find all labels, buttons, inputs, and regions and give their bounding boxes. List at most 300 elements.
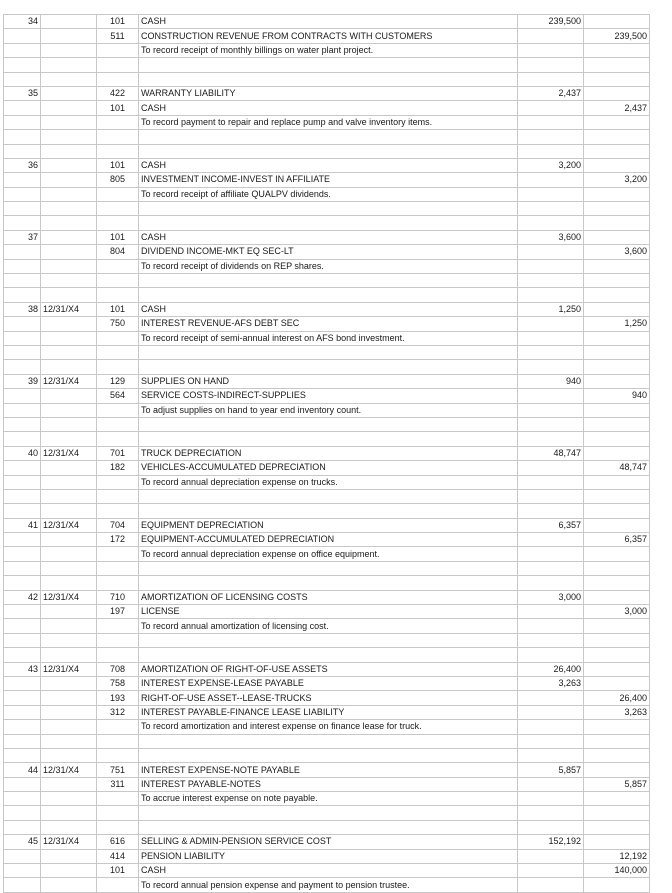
- entry-number: [4, 849, 41, 863]
- debit-amount: [518, 691, 584, 705]
- blank-cell: [41, 648, 97, 662]
- account-number: 182: [97, 461, 139, 475]
- blank-cell: [4, 648, 41, 662]
- blank-cell: [4, 547, 41, 561]
- debit-amount: [518, 101, 584, 115]
- entry-number: [4, 691, 41, 705]
- debit-amount: 1,250: [518, 302, 584, 316]
- entry-number: [4, 676, 41, 690]
- account-number: 311: [97, 777, 139, 791]
- blank-cell: [4, 187, 41, 201]
- blank-cell: [4, 561, 41, 575]
- entry-date: [41, 705, 97, 719]
- blank-cell: [4, 130, 41, 144]
- journal-line-row: [4, 101, 650, 115]
- blank-cell: [584, 633, 650, 647]
- account-description: AMORTIZATION OF RIGHT-OF-USE ASSETS: [139, 662, 518, 676]
- blank-cell: [518, 144, 584, 158]
- blank-cell: [97, 792, 139, 806]
- blank-cell: [41, 561, 97, 575]
- journal-line-row: [4, 849, 650, 863]
- credit-amount: [584, 676, 650, 690]
- spacer-row: [4, 274, 650, 288]
- account-number: 422: [97, 86, 139, 100]
- blank-cell: [139, 576, 518, 590]
- entry-memo: To record annual depreciation expense on office equipment.: [139, 547, 518, 561]
- blank-cell: [4, 792, 41, 806]
- blank-cell: [139, 72, 518, 86]
- account-description: CASH: [139, 302, 518, 316]
- entry-memo: To adjust supplies on hand to year end inventory count.: [139, 403, 518, 417]
- account-description: INTEREST EXPENSE-LEASE PAYABLE: [139, 676, 518, 690]
- entry-date: [41, 86, 97, 100]
- blank-cell: [139, 748, 518, 762]
- blank-cell: [41, 187, 97, 201]
- account-number: 616: [97, 835, 139, 849]
- credit-amount: 48,747: [584, 461, 650, 475]
- journal-line-row: [4, 691, 650, 705]
- blank-cell: [584, 748, 650, 762]
- credit-amount: [584, 374, 650, 388]
- entry-date: [41, 676, 97, 690]
- blank-cell: [97, 734, 139, 748]
- blank-cell: [97, 806, 139, 820]
- blank-cell: [139, 58, 518, 72]
- blank-cell: [139, 806, 518, 820]
- credit-amount: [584, 302, 650, 316]
- account-description: AMORTIZATION OF LICENSING COSTS: [139, 590, 518, 604]
- blank-cell: [584, 72, 650, 86]
- blank-cell: [4, 345, 41, 359]
- blank-cell: [4, 475, 41, 489]
- blank-cell: [41, 331, 97, 345]
- account-number: 197: [97, 605, 139, 619]
- credit-amount: 3,200: [584, 173, 650, 187]
- journal-memo-row: [4, 331, 650, 345]
- blank-cell: [518, 792, 584, 806]
- blank-cell: [518, 43, 584, 57]
- debit-amount: 6,357: [518, 518, 584, 532]
- blank-cell: [97, 633, 139, 647]
- blank-cell: [4, 806, 41, 820]
- debit-amount: 3,200: [518, 158, 584, 172]
- account-number: 758: [97, 676, 139, 690]
- blank-cell: [518, 115, 584, 129]
- debit-amount: 3,000: [518, 590, 584, 604]
- blank-cell: [584, 144, 650, 158]
- blank-cell: [97, 144, 139, 158]
- entry-memo: To record receipt of monthly billings on water plant project.: [139, 43, 518, 57]
- journal-line-row: [4, 158, 650, 172]
- journal-line-row: [4, 835, 650, 849]
- entry-memo: To record payment to repair and replace pump and valve inventory items.: [139, 115, 518, 129]
- blank-cell: [41, 820, 97, 834]
- blank-cell: [97, 58, 139, 72]
- spacer-row: [4, 417, 650, 431]
- credit-amount: 3,000: [584, 605, 650, 619]
- blank-cell: [518, 475, 584, 489]
- blank-cell: [518, 806, 584, 820]
- credit-amount: [584, 230, 650, 244]
- spacer-row: [4, 561, 650, 575]
- blank-cell: [518, 633, 584, 647]
- entry-memo: To record receipt of dividends on REP shares.: [139, 259, 518, 273]
- blank-cell: [4, 360, 41, 374]
- entry-number: 44: [4, 763, 41, 777]
- blank-cell: [41, 720, 97, 734]
- spacer-row: [4, 144, 650, 158]
- blank-cell: [41, 115, 97, 129]
- entry-date: 12/31/X4: [41, 835, 97, 849]
- blank-cell: [41, 288, 97, 302]
- entry-date: [41, 849, 97, 863]
- account-description: PENSION LIABILITY: [139, 849, 518, 863]
- blank-cell: [584, 619, 650, 633]
- account-number: 708: [97, 662, 139, 676]
- entry-date: 12/31/X4: [41, 662, 97, 676]
- journal-line-row: [4, 605, 650, 619]
- entry-number: 37: [4, 230, 41, 244]
- entry-number: 42: [4, 590, 41, 604]
- account-number: 511: [97, 29, 139, 43]
- blank-cell: [97, 331, 139, 345]
- credit-amount: 5,857: [584, 777, 650, 791]
- entry-date: [41, 245, 97, 259]
- entry-number: 35: [4, 86, 41, 100]
- entry-number: [4, 29, 41, 43]
- account-number: 193: [97, 691, 139, 705]
- blank-cell: [41, 274, 97, 288]
- blank-cell: [41, 748, 97, 762]
- entry-memo: To record receipt of affiliate QUALPV dividends.: [139, 187, 518, 201]
- blank-cell: [584, 130, 650, 144]
- spacer-row: [4, 58, 650, 72]
- account-description: RIGHT-OF-USE ASSET--LEASE-TRUCKS: [139, 691, 518, 705]
- blank-cell: [97, 489, 139, 503]
- journal-memo-row: [4, 792, 650, 806]
- spacer-row: [4, 288, 650, 302]
- blank-cell: [41, 792, 97, 806]
- blank-cell: [97, 432, 139, 446]
- blank-cell: [41, 475, 97, 489]
- credit-amount: [584, 446, 650, 460]
- blank-cell: [97, 820, 139, 834]
- blank-cell: [139, 288, 518, 302]
- credit-amount: 1,250: [584, 317, 650, 331]
- blank-cell: [97, 288, 139, 302]
- journal-memo-row: [4, 115, 650, 129]
- account-description: VEHICLES-ACCUMULATED DEPRECIATION: [139, 461, 518, 475]
- blank-cell: [518, 187, 584, 201]
- blank-cell: [41, 130, 97, 144]
- blank-cell: [584, 547, 650, 561]
- spacer-row: [4, 806, 650, 820]
- blank-cell: [4, 878, 41, 892]
- journal-memo-row: [4, 259, 650, 273]
- credit-amount: 940: [584, 389, 650, 403]
- debit-amount: [518, 461, 584, 475]
- blank-cell: [139, 648, 518, 662]
- debit-amount: 26,400: [518, 662, 584, 676]
- blank-cell: [41, 58, 97, 72]
- account-description: EQUIPMENT DEPRECIATION: [139, 518, 518, 532]
- blank-cell: [518, 360, 584, 374]
- debit-amount: [518, 245, 584, 259]
- account-number: 805: [97, 173, 139, 187]
- account-description: SELLING & ADMIN-PENSION SERVICE COST: [139, 835, 518, 849]
- spacer-row: [4, 576, 650, 590]
- blank-cell: [41, 878, 97, 892]
- blank-cell: [518, 576, 584, 590]
- blank-cell: [97, 619, 139, 633]
- blank-cell: [584, 331, 650, 345]
- blank-cell: [4, 43, 41, 57]
- blank-cell: [584, 561, 650, 575]
- blank-cell: [4, 619, 41, 633]
- blank-cell: [139, 202, 518, 216]
- journal-line-row: [4, 518, 650, 532]
- entry-date: [41, 533, 97, 547]
- credit-amount: [584, 86, 650, 100]
- entry-number: [4, 389, 41, 403]
- blank-cell: [97, 187, 139, 201]
- account-number: 414: [97, 849, 139, 863]
- spacer-row: [4, 489, 650, 503]
- blank-cell: [139, 561, 518, 575]
- entry-date: 12/31/X4: [41, 590, 97, 604]
- account-description: INVESTMENT INCOME-INVEST IN AFFILIATE: [139, 173, 518, 187]
- blank-cell: [584, 878, 650, 892]
- account-description: INTEREST REVENUE-AFS DEBT SEC: [139, 317, 518, 331]
- credit-amount: 140,000: [584, 864, 650, 878]
- blank-cell: [41, 360, 97, 374]
- account-description: INTEREST EXPENSE-NOTE PAYABLE: [139, 763, 518, 777]
- blank-cell: [4, 274, 41, 288]
- credit-amount: 3,600: [584, 245, 650, 259]
- account-number: 101: [97, 15, 139, 29]
- blank-cell: [584, 403, 650, 417]
- journal-line-row: [4, 230, 650, 244]
- blank-cell: [41, 806, 97, 820]
- account-description: LICENSE: [139, 605, 518, 619]
- blank-cell: [518, 259, 584, 273]
- blank-cell: [139, 130, 518, 144]
- blank-cell: [41, 216, 97, 230]
- blank-cell: [518, 274, 584, 288]
- credit-amount: [584, 662, 650, 676]
- entry-date: 12/31/X4: [41, 518, 97, 532]
- account-number: 172: [97, 533, 139, 547]
- blank-cell: [4, 202, 41, 216]
- blank-cell: [97, 403, 139, 417]
- account-description: CASH: [139, 864, 518, 878]
- spacer-row: [4, 216, 650, 230]
- blank-cell: [97, 72, 139, 86]
- journal-memo-row: [4, 187, 650, 201]
- entry-date: [41, 230, 97, 244]
- entry-date: [41, 173, 97, 187]
- blank-cell: [584, 820, 650, 834]
- blank-cell: [97, 878, 139, 892]
- entry-date: 12/31/X4: [41, 446, 97, 460]
- blank-cell: [584, 648, 650, 662]
- blank-cell: [584, 345, 650, 359]
- credit-amount: [584, 763, 650, 777]
- blank-cell: [97, 748, 139, 762]
- journal-line-row: [4, 777, 650, 791]
- blank-cell: [41, 432, 97, 446]
- debit-amount: 239,500: [518, 15, 584, 29]
- entry-number: 36: [4, 158, 41, 172]
- entry-memo: To accrue interest expense on note payable.: [139, 792, 518, 806]
- entry-date: [41, 864, 97, 878]
- account-number: 564: [97, 389, 139, 403]
- account-number: 804: [97, 245, 139, 259]
- journal-line-row: [4, 676, 650, 690]
- blank-cell: [518, 720, 584, 734]
- blank-cell: [41, 43, 97, 57]
- spacer-row: [4, 633, 650, 647]
- journal-line-row: [4, 302, 650, 316]
- blank-cell: [41, 417, 97, 431]
- entry-number: 40: [4, 446, 41, 460]
- blank-cell: [41, 547, 97, 561]
- entry-date: [41, 777, 97, 791]
- blank-cell: [518, 820, 584, 834]
- blank-cell: [97, 417, 139, 431]
- credit-amount: [584, 835, 650, 849]
- blank-cell: [41, 489, 97, 503]
- blank-cell: [584, 475, 650, 489]
- spacer-row: [4, 748, 650, 762]
- blank-cell: [518, 345, 584, 359]
- account-description: CONSTRUCTION REVENUE FROM CONTRACTS WITH CUSTOMERS: [139, 29, 518, 43]
- blank-cell: [518, 202, 584, 216]
- account-description: CASH: [139, 158, 518, 172]
- blank-cell: [97, 547, 139, 561]
- blank-cell: [518, 288, 584, 302]
- entry-number: 43: [4, 662, 41, 676]
- blank-cell: [4, 331, 41, 345]
- blank-cell: [518, 432, 584, 446]
- account-description: SERVICE COSTS-INDIRECT-SUPPLIES: [139, 389, 518, 403]
- blank-cell: [97, 561, 139, 575]
- debit-amount: [518, 29, 584, 43]
- blank-cell: [518, 547, 584, 561]
- blank-cell: [584, 187, 650, 201]
- account-number: 101: [97, 158, 139, 172]
- journal-memo-row: [4, 43, 650, 57]
- blank-cell: [41, 144, 97, 158]
- blank-cell: [97, 274, 139, 288]
- debit-amount: [518, 777, 584, 791]
- blank-cell: [97, 43, 139, 57]
- account-description: SUPPLIES ON HAND: [139, 374, 518, 388]
- blank-cell: [584, 734, 650, 748]
- blank-cell: [4, 403, 41, 417]
- account-number: 312: [97, 705, 139, 719]
- spacer-row: [4, 432, 650, 446]
- journal-line-row: [4, 705, 650, 719]
- account-description: CASH: [139, 230, 518, 244]
- entry-number: 38: [4, 302, 41, 316]
- journal-memo-row: [4, 547, 650, 561]
- entry-number: 34: [4, 15, 41, 29]
- entry-date: [41, 158, 97, 172]
- account-description: DIVIDEND INCOME-MKT EQ SEC-LT: [139, 245, 518, 259]
- blank-cell: [518, 734, 584, 748]
- spacer-row: [4, 820, 650, 834]
- credit-amount: [584, 590, 650, 604]
- entry-date: [41, 15, 97, 29]
- entry-number: [4, 864, 41, 878]
- blank-cell: [41, 504, 97, 518]
- credit-amount: 12,192: [584, 849, 650, 863]
- debit-amount: [518, 173, 584, 187]
- blank-cell: [41, 403, 97, 417]
- blank-cell: [139, 489, 518, 503]
- blank-cell: [518, 403, 584, 417]
- account-number: 701: [97, 446, 139, 460]
- blank-cell: [41, 202, 97, 216]
- entry-memo: To record amortization and interest expense on finance lease for truck.: [139, 720, 518, 734]
- account-number: 750: [97, 317, 139, 331]
- journal-table: [3, 14, 650, 893]
- blank-cell: [41, 633, 97, 647]
- blank-cell: [41, 576, 97, 590]
- blank-cell: [518, 748, 584, 762]
- blank-cell: [584, 417, 650, 431]
- blank-cell: [584, 115, 650, 129]
- account-number: 710: [97, 590, 139, 604]
- journal-line-row: [4, 245, 650, 259]
- blank-cell: [518, 417, 584, 431]
- blank-cell: [4, 720, 41, 734]
- blank-cell: [139, 504, 518, 518]
- blank-cell: [584, 259, 650, 273]
- credit-amount: [584, 158, 650, 172]
- blank-cell: [584, 43, 650, 57]
- blank-cell: [518, 331, 584, 345]
- entry-date: 12/31/X4: [41, 302, 97, 316]
- blank-cell: [584, 202, 650, 216]
- blank-cell: [518, 648, 584, 662]
- blank-cell: [4, 576, 41, 590]
- journal-memo-row: [4, 619, 650, 633]
- debit-amount: 2,437: [518, 86, 584, 100]
- blank-cell: [97, 475, 139, 489]
- debit-amount: 48,747: [518, 446, 584, 460]
- blank-cell: [584, 806, 650, 820]
- account-number: 101: [97, 302, 139, 316]
- entry-date: [41, 461, 97, 475]
- entry-number: 41: [4, 518, 41, 532]
- entry-date: [41, 317, 97, 331]
- journal-memo-row: [4, 878, 650, 892]
- blank-cell: [139, 144, 518, 158]
- journal-line-row: [4, 389, 650, 403]
- blank-cell: [41, 72, 97, 86]
- blank-cell: [97, 216, 139, 230]
- account-description: INTEREST PAYABLE-NOTES: [139, 777, 518, 791]
- entry-number: [4, 533, 41, 547]
- entry-number: [4, 245, 41, 259]
- debit-amount: [518, 533, 584, 547]
- debit-amount: [518, 849, 584, 863]
- credit-amount: 6,357: [584, 533, 650, 547]
- blank-cell: [584, 489, 650, 503]
- blank-cell: [518, 489, 584, 503]
